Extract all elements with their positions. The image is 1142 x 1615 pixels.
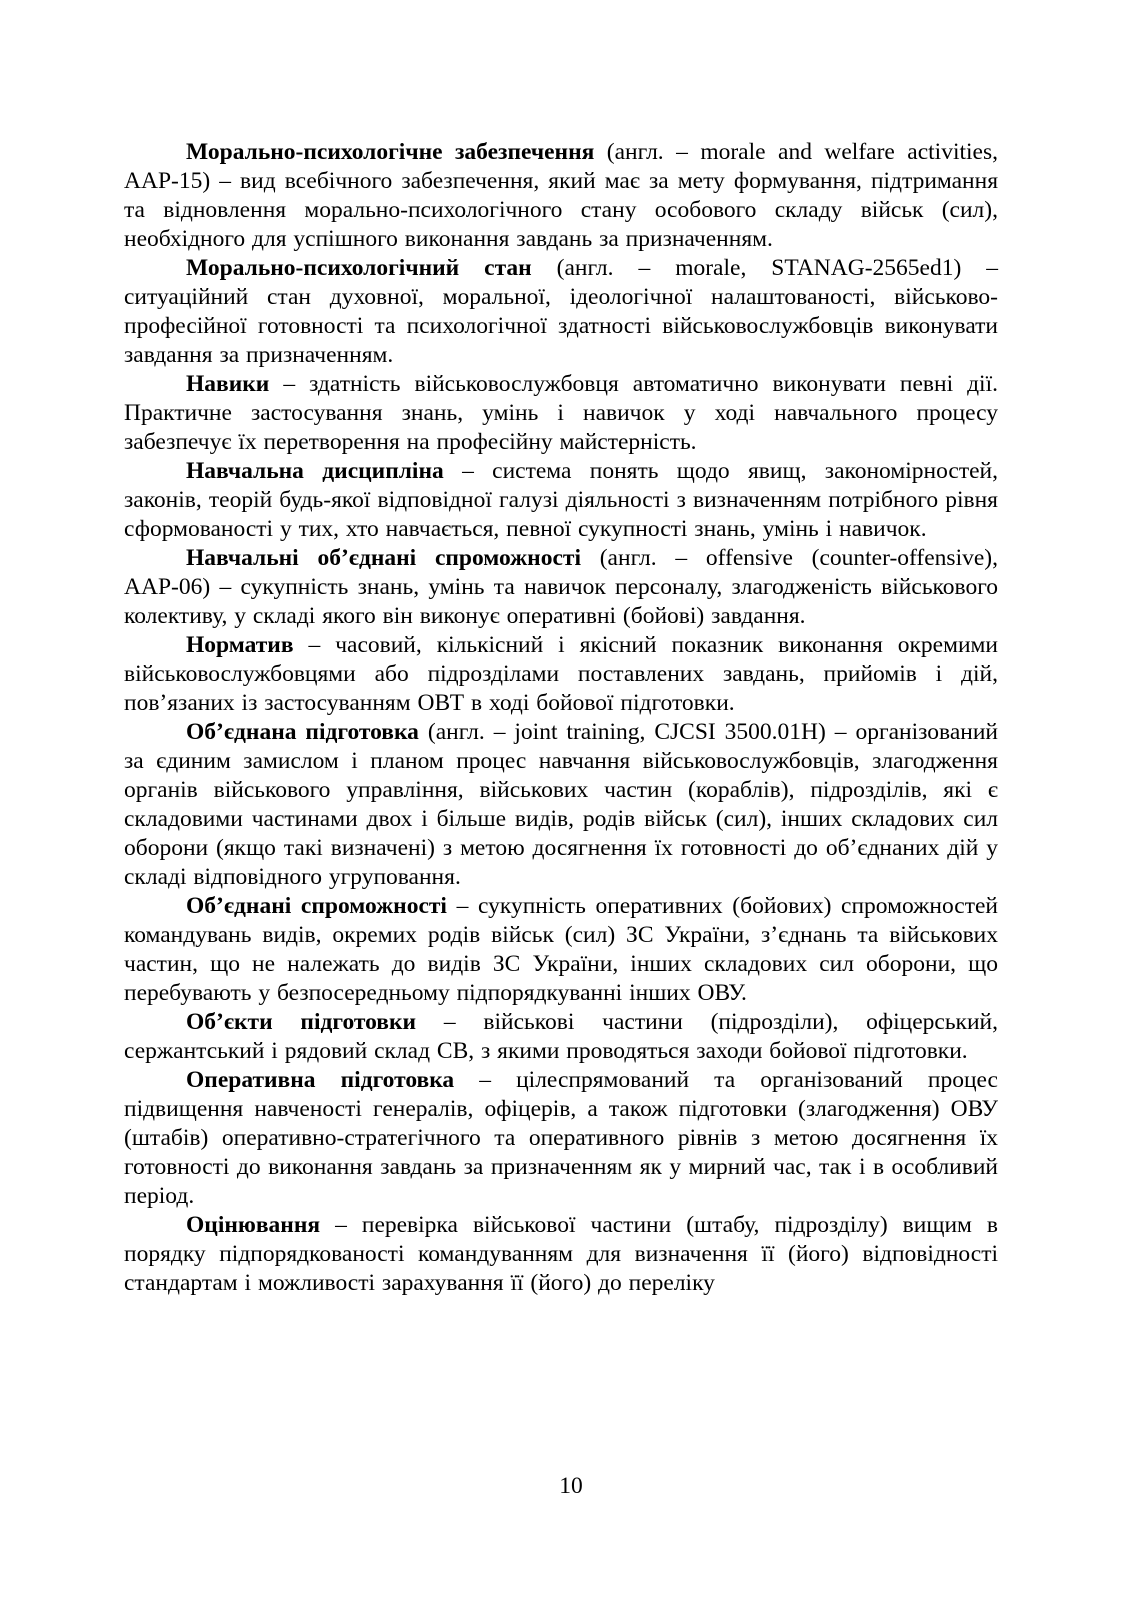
definition-paragraph bbox=[124, 1066, 998, 1211]
term-bold: Об’єднана підготовка bbox=[186, 719, 419, 745]
definition-paragraph bbox=[124, 1211, 998, 1298]
definition-paragraph bbox=[124, 370, 998, 457]
term-bold: Навики bbox=[186, 371, 270, 397]
definition-paragraph bbox=[124, 718, 998, 892]
term-bold: Оцінювання bbox=[186, 1212, 321, 1238]
term-bold: Навчальні об’єднані спроможності bbox=[186, 545, 581, 571]
term-bold: Оперативна підготовка bbox=[186, 1067, 455, 1093]
definition-paragraph bbox=[124, 138, 998, 254]
definition-text: (англ. – morale and welfare activities, ААР-15) – вид всебічного забезпечення, який має за мету формування, підтримання та відновлення морально-психологічного стану особового складу військ (сил), необхідного для успішного виконання завдань за призначенням. bbox=[124, 139, 998, 252]
definition-text: – військові частини (підрозділи), офіцерський, сержантський і рядовий склад СВ, з якими проводяться заходи бойової підготовки. bbox=[124, 1009, 998, 1064]
definition-text: – цілеспрямований та організований процес підвищення навченості генералів, офіцерів, а також підготовки (злагодження) ОВУ (штабів) оперативно-стратегічного та оперативного рівнів з метою досягнення їх готовності до виконання завдань за призначенням як у мирний час, так і в особливий період. bbox=[124, 1067, 998, 1209]
term-bold: Об’єднані спроможності bbox=[186, 893, 447, 919]
definition-paragraph bbox=[124, 457, 998, 544]
definition-text: – система понять щодо явищ, закономірностей, законів, теорій будь-якої відповідної галузі діяльності з визначенням потрібного рівня сформованості у тих, хто навчається, певної сукупності знань, умінь і навичок. bbox=[124, 458, 998, 542]
term-bold: Морально-психологічний стан bbox=[186, 255, 532, 281]
term-bold: Морально-психологічне забезпечення bbox=[186, 139, 595, 165]
definition-text: (англ. – morale, STANAG-2565ed1) – ситуаційний стан духовної, моральної, ідеологічної налаштованості, військово-професійної готовності та психологічної здатності військовослужбовців виконувати завдання за призначенням. bbox=[124, 255, 998, 368]
page-number: 10 bbox=[559, 1473, 583, 1499]
term-bold: Навчальна дисципліна bbox=[186, 458, 444, 484]
definition-paragraph bbox=[124, 631, 998, 718]
definition-paragraph bbox=[124, 892, 998, 1008]
definition-paragraph bbox=[124, 1008, 998, 1066]
page-content bbox=[124, 138, 998, 1298]
definition-text: – здатність військовослужбовця автоматично виконувати певні дії. Практичне застосування знань, умінь і навичок у ході навчального процесу забезпечує їх перетворення на професійну майстерність. bbox=[124, 371, 998, 455]
term-bold: Об’єкти підготовки bbox=[186, 1009, 417, 1035]
definition-text: – перевірка військової частини (штабу, підрозділу) вищим в порядку підпорядкованості командуванням для визначення її (його) відповідності стандартам і можливості зарахування її (його) до переліку bbox=[124, 1212, 998, 1296]
definition-paragraph bbox=[124, 544, 998, 631]
definition-paragraph bbox=[124, 254, 998, 370]
definition-text: (англ. – offensive (counter-offensive), ААР-06) – сукупність знань, умінь та навичок персоналу, злагодженість військового колективу, у складі якого він виконує оперативні (бойові) завдання. bbox=[124, 545, 998, 629]
definition-text: – сукупність оперативних (бойових) спроможностей командувань видів, окремих родів військ (сил) ЗС України, з’єднань та військових частин, що не належать до видів ЗС України, інших складових сил оборони, що перебувають у безпосередньому підпорядкуванні інших ОВУ. bbox=[124, 893, 998, 1006]
term-bold: Норматив bbox=[186, 632, 294, 658]
definition-text: – часовий, кількісний і якісний показник виконання окремими військовослужбовцями або підрозділами поставлених завдань, прийомів і дій, пов’язаних із застосуванням ОВТ в ході бойової підготовки. bbox=[124, 632, 998, 716]
definition-text: (англ. – joint training, CJCSI 3500.01Н) – організований за єдиним замислом і планом процес навчання військовослужбовців, злагодження органів військового управління, військових частин (кораблів), підрозділів, які є складовими частинами двох і більше видів, родів військ (сил), інших складових сил оборони (якщо такі визначені) з метою досягнення їх готовності до об’єднаних дій у складі відповідного угруповання. bbox=[124, 719, 999, 890]
